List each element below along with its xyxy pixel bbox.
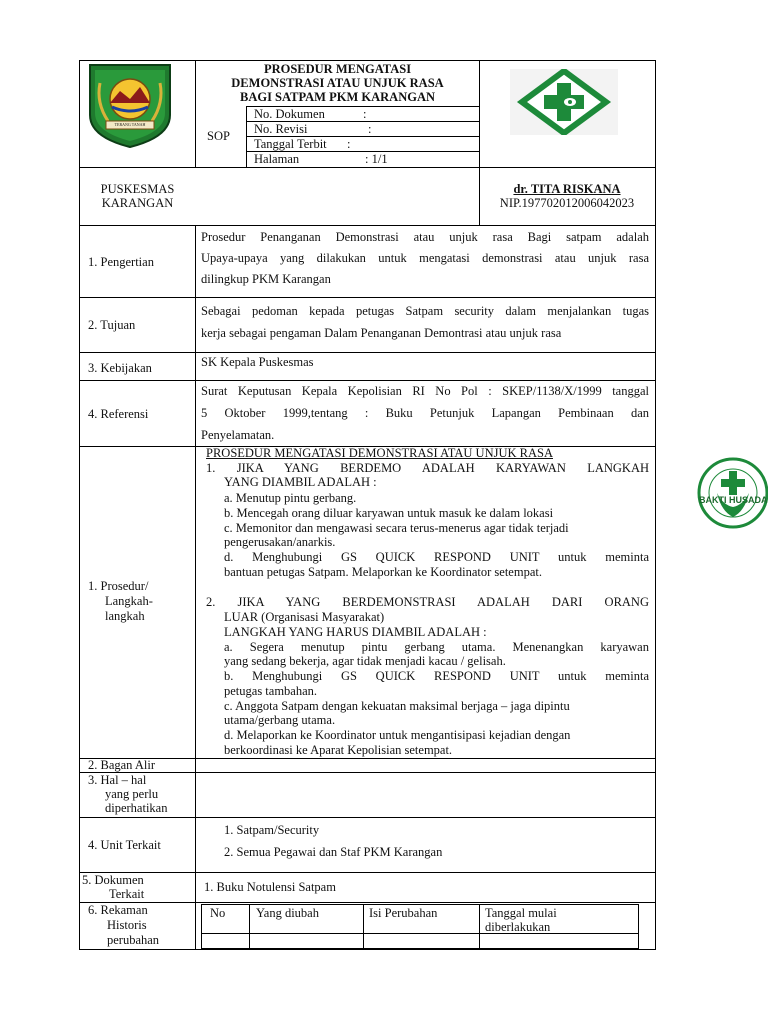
divider	[195, 225, 196, 950]
section-label-hal: yang perlu	[105, 787, 159, 801]
meta-label-tanggal-terbit: Tanggal Terbit	[254, 137, 327, 151]
meta-label-no-revisi: No. Revisi	[254, 122, 308, 136]
section-label-hal: diperhatikan	[105, 801, 168, 815]
prosedur-step: berkoordinasi ke Aparat Kepolisian setempat.	[224, 743, 453, 757]
sop-label: SOP	[207, 129, 230, 143]
section-label-rekaman: 6. Rekaman	[88, 903, 148, 917]
revision-column-header: Isi Perubahan	[369, 906, 438, 920]
signer-nip: NIP.197702012006042023	[499, 196, 635, 210]
referensi-line: Surat Keputusan Kepala Kepolisian RI No Pol : SKEP/1138/X/1999 tanggal	[201, 384, 649, 398]
bakti-husada-logo	[697, 457, 768, 531]
prosedur-step: c. Memonitor dan mengawasi secara terus-menerus agar tidak terjadi	[224, 521, 569, 535]
prosedur-step: YANG DIAMBIL ADALAH :	[224, 475, 377, 489]
meta-value-tanggal-terbit: :	[347, 137, 351, 151]
referensi-line: Penyelamatan.	[201, 428, 275, 442]
section-label-kebijakan: 3. Kebijakan	[88, 361, 152, 375]
prosedur-step: d. Menghubungi GS QUICK RESPOND UNIT untuk meminta	[224, 550, 649, 564]
section-label-prosedur: Langkah-	[105, 594, 153, 608]
prosedur-step: petugas tambahan.	[224, 684, 318, 698]
section-label-rekaman: perubahan	[107, 933, 160, 947]
sop-document	[79, 60, 656, 950]
prosedur-step: pengerusakan/anarkis.	[224, 535, 336, 549]
divider	[80, 902, 655, 903]
section-label-prosedur: 1. Prosedur/	[88, 579, 149, 593]
meta-label-no-dokumen: No. Dokumen	[254, 107, 325, 121]
divider	[80, 772, 655, 773]
section-label-tujuan: 2. Tujuan	[88, 318, 136, 332]
document-title-line-2: DEMONSTRASI ATAU UNJUK RASA	[231, 76, 444, 90]
tujuan-line: kerja sebagai pengaman Dalam Penanganan Demontrasi atau unjuk rasa	[201, 326, 562, 340]
prosedur-step: LUAR (Organisasi Masyarakat)	[224, 610, 385, 624]
revision-history-table	[201, 904, 639, 949]
prosedur-step: bantuan petugas Satpam. Melaporkan ke Koordinator setempat.	[224, 565, 542, 579]
divider	[80, 352, 655, 353]
prosedur-step: 2. JIKA YANG BERDEMONSTRASI ADALAH DARI ORANG	[206, 595, 649, 609]
divider	[363, 905, 364, 948]
unit-terkait-item: 2. Semua Pegawai dan Staf PKM Karangan	[224, 845, 443, 859]
divider	[80, 225, 655, 226]
org-name-line-2: KARANGAN	[101, 196, 174, 210]
signer-name: dr. TITA RISKANA	[513, 182, 621, 196]
emblem-banner-text: TERANG TANAH	[114, 122, 146, 127]
pengertian-line: Prosedur Penanganan Demonstrasi atau unjuk rasa Bagi satpam adalah	[201, 230, 649, 244]
prosedur-step: utama/gerbang utama.	[224, 713, 336, 727]
prosedur-step: LANGKAH YANG HARUS DIAMBIL ADALAH :	[224, 625, 487, 639]
section-label-unit-terkait: 4. Unit Terkait	[88, 838, 161, 852]
section-label-prosedur: langkah	[105, 609, 145, 623]
meta-value-no-revisi: :	[368, 122, 372, 136]
section-label-dokumen-terkait: Terkait	[109, 887, 145, 901]
prosedur-step: c. Anggota Satpam dengan kekuatan maksimal berjaga – jaga dipintu	[224, 699, 570, 713]
meta-label-halaman: Halaman	[254, 152, 300, 166]
bakti-husada-logo-text: BAKTI HUSADA	[699, 495, 768, 505]
pengertian-line: dilingkup PKM Karangan	[201, 272, 331, 286]
divider	[249, 905, 250, 948]
divider	[80, 817, 655, 818]
meta-value-halaman: : 1/1	[365, 152, 388, 166]
prosedur-step: a. Segera menutup pintu gerbang utama. Menenangkan karyawan	[224, 640, 649, 654]
section-label-referensi: 4. Referensi	[88, 407, 149, 421]
dokumen-terkait-item: 1. Buku Notulensi Satpam	[204, 880, 336, 894]
divider	[80, 297, 655, 298]
regency-emblem-logo	[86, 63, 174, 149]
divider	[80, 167, 655, 168]
referensi-line: 5 Oktober 1999,tentang : Buku Petunjuk Lapangan Pembinaan dan	[201, 406, 649, 420]
prosedur-step: yang sedang bekerja, agar tidak menjadi kacau / gelisah.	[224, 654, 506, 668]
pengertian-line: Upaya-upaya yang dilakukan untuk mengatasi demonstrasi atau unjuk rasa	[201, 251, 649, 265]
document-title-line-1: PROSEDUR MENGATASI	[263, 62, 412, 76]
section-label-hal: 3. Hal – hal	[88, 773, 147, 787]
section-label-bagan-alir: 2. Bagan Alir	[88, 758, 156, 772]
prosedur-step: d. Melaporkan ke Koordinator untuk mengantisipasi kejadian dengan	[224, 728, 571, 742]
prosedur-step: b. Mencegah orang diluar karyawan untuk masuk ke dalam lokasi	[224, 506, 554, 520]
divider	[80, 872, 655, 873]
unit-terkait-item: 1. Satpam/Security	[224, 823, 320, 837]
divider	[479, 905, 480, 948]
prosedur-step: b. Menghubungi GS QUICK RESPOND UNIT untuk meminta	[224, 669, 649, 683]
prosedur-step: 1. JIKA YANG BERDEMO ADALAH KARYAWAN LANGKAH	[206, 461, 649, 475]
revision-column-header: No	[210, 906, 226, 920]
section-label-dokumen-terkait: 5. Dokumen	[82, 873, 144, 887]
divider	[202, 933, 638, 934]
tujuan-line: Sebagai pedoman kepada petugas Satpam security dalam menjalankan tugas	[201, 304, 649, 318]
section-label-pengertian: 1. Pengertian	[88, 255, 154, 269]
prosedur-step: a. Menutup pintu gerbang.	[224, 491, 357, 505]
prosedur-heading: PROSEDUR MENGATASI DEMONSTRASI ATAU UNJUK RASA	[206, 446, 553, 460]
revision-column-header: Tanggal mulai diberlakukan	[485, 906, 557, 934]
kebijakan-text: SK Kepala Puskesmas	[201, 355, 314, 369]
meta-value-no-dokumen: :	[363, 107, 367, 121]
section-label-rekaman: Historis	[107, 918, 147, 932]
divider	[80, 758, 655, 759]
document-title-line-3: BAGI SATPAM PKM KARANGAN	[239, 90, 435, 104]
health-cross-logo	[510, 69, 618, 135]
org-name-line-1: PUSKESMAS	[100, 182, 175, 196]
revision-column-header: Yang diubah	[256, 906, 319, 920]
